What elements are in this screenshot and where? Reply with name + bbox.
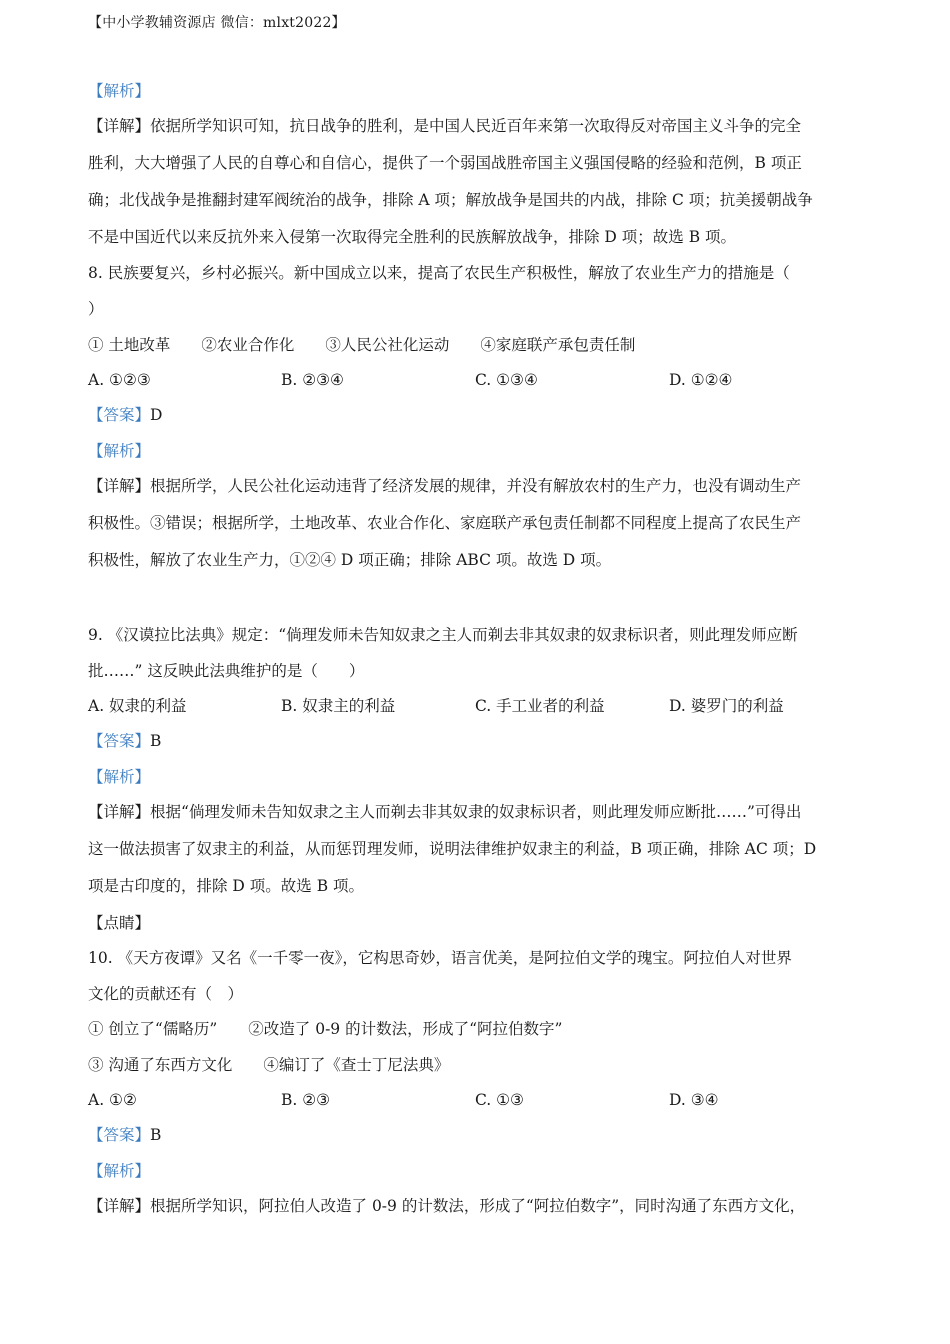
q8-question-line-2: ） [88, 300, 104, 318]
q10-answer-label: 【答案】 [88, 1126, 151, 1144]
q8-answer-value: D [150, 406, 163, 424]
page-header: 【中小学教辅资源店 微信：mlxt2022】 [88, 15, 346, 31]
q9-detail-line-3: 项是古印度的，排除 D 项。故选 B 项。 [88, 877, 365, 895]
q8-items: ① 土地改革 ②农业合作化 ③人民公社化运动 ④家庭联产承包责任制 [88, 336, 636, 354]
q8-detail-label: 【详解】 [88, 477, 151, 495]
q8-question-line-1: 8. 民族要复兴，乡村必振兴。新中国成立以来，提高了农民生产积极性，解放了农业生产力的措施是（ [88, 264, 790, 282]
q7-detail-label: 【详解】 [88, 117, 151, 135]
q7-detail-line-4: 不是中国近代以来反抗外来入侵第一次取得完全胜利的民族解放战争，排除 D 项；故选 B 项。 [88, 228, 737, 246]
q10-analysis-label: 【解析】 [88, 1162, 151, 1180]
q10-question-line-2: 文化的贡献还有（ ） [88, 985, 244, 1003]
q9-answer-label: 【答案】 [88, 732, 151, 750]
q8-option-d: D. ①②④ [669, 371, 733, 389]
q10-items-line-1: ① 创立了“儒略历” ②改造了 0-9 的计数法，形成了“阿拉伯数字” [88, 1020, 563, 1038]
q8-detail-line-1: 【详解】根据所学，人民公社化运动违背了经济发展的规律，并没有解放农村的生产力，也没有调动生产 [88, 477, 802, 495]
q7-detail-line-1: 【详解】依据所学知识可知，抗日战争的胜利，是中国人民近百年来第一次取得反对帝国主义斗争的完全 [88, 117, 802, 135]
q10-answer [88, 1125, 161, 1145]
q9-option-c: C. 手工业者的利益 [475, 697, 605, 715]
q10-answer-value: B [150, 1126, 162, 1144]
q9-option-b: B. 奴隶主的利益 [281, 697, 396, 715]
q9-tip-label: 【点睛】 [88, 914, 151, 932]
q7-detail-line-2: 胜利，大大增强了人民的自尊心和自信心，提供了一个弱国战胜帝国主义强国侵略的经验和范例，B 项正 [88, 154, 802, 172]
q10-option-a: A. ①② [88, 1091, 137, 1109]
q9-detail-label: 【详解】 [88, 803, 151, 821]
q8-option-a: A. ①②③ [88, 371, 151, 389]
q10-question-line-1: 10. 《天方夜谭》又名《一千零一夜》，它构思奇妙，语言优美，是阿拉伯文学的瑰宝。阿拉伯人对世界 [88, 949, 792, 967]
q10-items-line-2: ③ 沟通了东西方文化 ④编订了《查士丁尼法典》 [88, 1056, 450, 1074]
q8-answer [88, 405, 162, 425]
q10-option-b: B. ②③ [281, 1091, 331, 1109]
q9-answer [88, 731, 161, 751]
q8-option-c: C. ①③④ [475, 371, 538, 389]
q10-option-c: C. ①③ [475, 1091, 524, 1109]
q9-option-a: A. 奴隶的利益 [88, 697, 187, 715]
q10-option-d: D. ③④ [669, 1091, 719, 1109]
q9-detail-line-1: 【详解】根据“倘理发师未告知奴隶之主人而剃去非其奴隶的奴隶标识者，则此理发师应断批……”可得出 [88, 803, 802, 821]
q10-detail-line-1: 【详解】根据所学知识，阿拉伯人改造了 0-9 的计数法，形成了“阿拉伯数字”，同时沟通了东西方文化， [88, 1197, 806, 1215]
q7-detail-line-3: 确；北伐战争是推翻封建军阀统治的战争，排除 A 项；解放战争是国共的内战，排除 C 项；抗美援朝战争 [88, 191, 813, 209]
q9-detail-line-2: 这一做法损害了奴隶主的利益，从而惩罚理发师，说明法律维护奴隶主的利益，B 项正确，排除 AC 项；D [88, 840, 817, 858]
q7-analysis-label: 【解析】 [88, 82, 151, 100]
q8-option-b: B. ②③④ [281, 371, 344, 389]
q8-detail-line-3: 积极性，解放了农业生产力，①②④ D 项正确；排除 ABC 项。故选 D 项。 [88, 551, 612, 569]
q9-question-line-1: 9. 《汉谟拉比法典》规定：“倘理发师未告知奴隶之主人而剃去非其奴隶的奴隶标识者，则此理发师应断 [88, 626, 798, 644]
q8-answer-label: 【答案】 [88, 406, 151, 424]
q9-question-line-2: 批……” 这反映此法典维护的是（ ） [88, 662, 365, 680]
q8-detail-line-2: 积极性。③错误；根据所学，土地改革、农业合作化、家庭联产承包责任制都不同程度上提高了农民生产 [88, 514, 802, 532]
q9-option-d: D. 婆罗门的利益 [669, 697, 784, 715]
q10-detail-label: 【详解】 [88, 1197, 151, 1215]
q8-analysis-label: 【解析】 [88, 442, 151, 460]
q9-analysis-label: 【解析】 [88, 768, 151, 786]
q9-answer-value: B [150, 732, 162, 750]
